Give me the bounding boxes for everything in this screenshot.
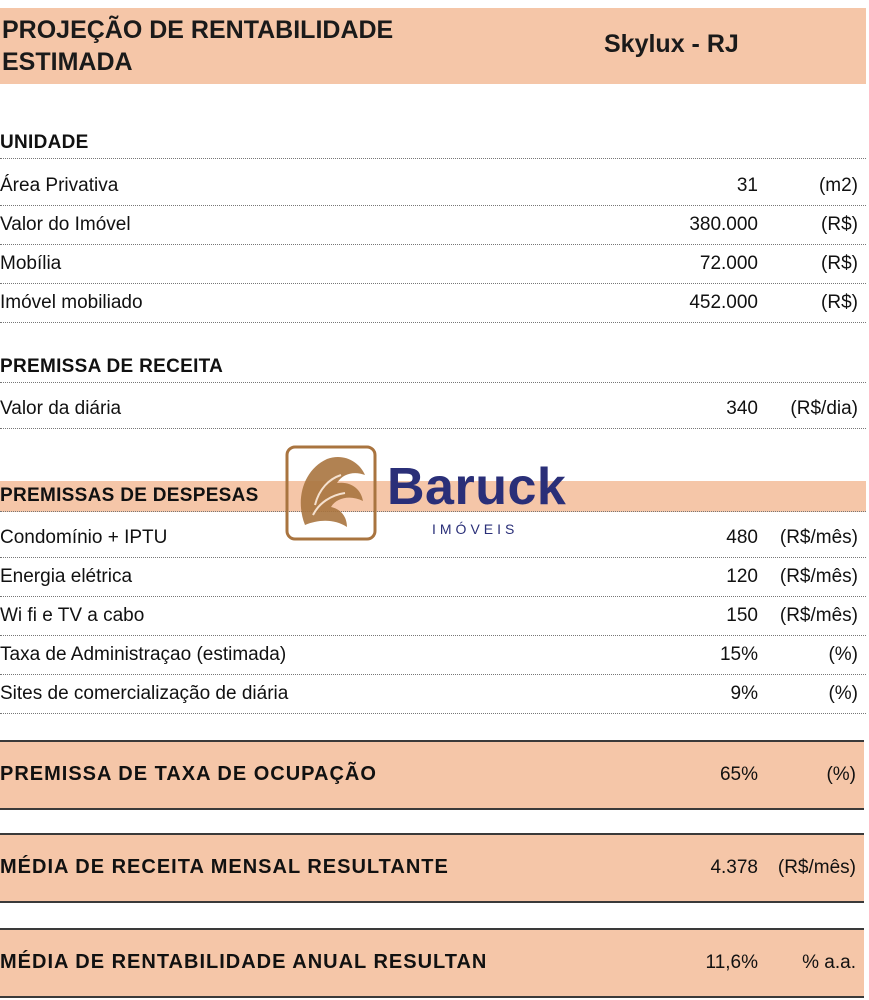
row-value: 9% bbox=[730, 683, 758, 704]
row-unit: (%) bbox=[828, 644, 858, 665]
section-heading-despesas: PREMISSAS DE DESPESAS bbox=[0, 481, 866, 512]
row-value: 72.000 bbox=[699, 253, 758, 274]
row-unit: (R$) bbox=[821, 292, 858, 313]
row-value: 15% bbox=[719, 644, 758, 665]
row-value: 31 bbox=[736, 175, 758, 196]
summary-label: PREMISSA DE TAXA DE OCUPAÇÃO bbox=[0, 763, 377, 785]
summary-rentabilidade bbox=[0, 928, 864, 998]
summary-unit: % a.a. bbox=[802, 952, 856, 973]
table-row bbox=[0, 167, 866, 206]
row-label: Taxa de Administraçao (estimada) bbox=[0, 644, 287, 665]
row-value: 452.000 bbox=[689, 292, 758, 313]
property-name: Skylux - RJ bbox=[604, 30, 739, 58]
summary-value: 11,6% bbox=[705, 952, 758, 973]
row-value: 480 bbox=[726, 527, 758, 548]
summary-label: MÉDIA DE RENTABILIDADE ANUAL RESULTAN bbox=[0, 951, 488, 973]
row-value: 380.000 bbox=[689, 214, 758, 235]
brand-logo bbox=[285, 445, 595, 555]
brand-name: Baruck bbox=[387, 458, 567, 516]
row-unit: (R$/mês) bbox=[779, 605, 858, 626]
row-label: Energia elétrica bbox=[0, 566, 133, 587]
row-label: Imóvel mobiliado bbox=[0, 292, 143, 313]
row-label: Sites de comercialização de diária bbox=[0, 683, 289, 704]
section-heading-unidade: UNIDADE bbox=[0, 128, 866, 159]
summary-unit: (%) bbox=[826, 764, 856, 785]
row-unit: (R$) bbox=[821, 214, 858, 235]
row-unit: (m2) bbox=[818, 175, 858, 196]
table-row bbox=[0, 206, 866, 245]
row-unit: (R$/dia) bbox=[790, 398, 858, 419]
summary-value: 4.378 bbox=[710, 857, 758, 878]
row-label: Área Privativa bbox=[0, 175, 119, 196]
page-title: PROJEÇÃO DE RENTABILIDADE ESTIMADA bbox=[2, 16, 394, 76]
table-row bbox=[0, 636, 866, 675]
brand-subtitle: IMÓVEIS bbox=[432, 521, 519, 537]
table-row bbox=[0, 390, 866, 429]
row-label: Valor do Imóvel bbox=[0, 214, 131, 235]
summary-value: 65% bbox=[719, 764, 758, 785]
lion-logo-icon bbox=[285, 445, 377, 541]
row-unit: (R$) bbox=[821, 253, 858, 274]
row-value: 150 bbox=[726, 605, 758, 626]
row-unit: (R$/mês) bbox=[779, 566, 858, 587]
summary-receita-mensal bbox=[0, 833, 864, 903]
section-heading-receita: PREMISSA DE RECEITA bbox=[0, 352, 866, 383]
table-row bbox=[0, 284, 866, 323]
row-label: Condomínio + IPTU bbox=[0, 527, 168, 548]
table-row bbox=[0, 597, 866, 636]
summary-unit: (R$/mês) bbox=[777, 857, 856, 878]
table-row bbox=[0, 675, 866, 714]
row-unit: (%) bbox=[828, 683, 858, 704]
summary-ocupacao bbox=[0, 740, 864, 810]
row-label: Valor da diária bbox=[0, 398, 122, 419]
table-row bbox=[0, 558, 866, 597]
row-unit: (R$/mês) bbox=[779, 527, 858, 548]
summary-label: MÉDIA DE RECEITA MENSAL RESULTANTE bbox=[0, 856, 449, 878]
row-value: 340 bbox=[726, 398, 758, 419]
table-row bbox=[0, 245, 866, 284]
row-label: Mobília bbox=[0, 253, 62, 274]
row-value: 120 bbox=[726, 566, 758, 587]
row-label: Wi fi e TV a cabo bbox=[0, 605, 145, 626]
